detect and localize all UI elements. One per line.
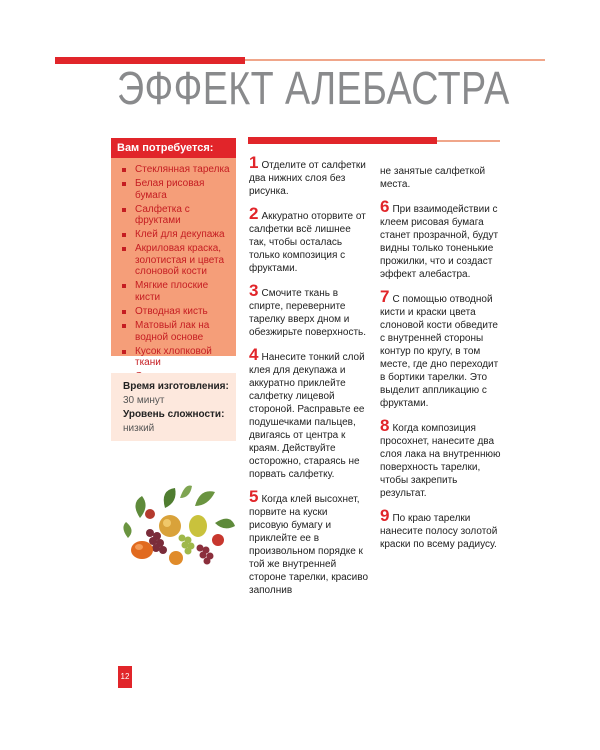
step-number: 1 [249, 153, 259, 172]
needs-item: Мягкие плоские кисти [121, 280, 232, 303]
step [380, 506, 502, 551]
step [380, 416, 502, 500]
fruit-illustration [120, 478, 238, 574]
step-text: не занятые салфеткой места. [380, 166, 486, 190]
steps-accent-line [437, 140, 500, 142]
step [380, 287, 502, 410]
step-number: 4 [249, 345, 259, 364]
step-number: 3 [249, 281, 259, 300]
needs-list [121, 164, 232, 383]
time-label: Время изготовления: [123, 381, 229, 392]
step-number: 2 [249, 204, 259, 223]
step-number: 5 [249, 487, 259, 506]
needs-box [111, 158, 236, 369]
level-label: Уровень сложности: [123, 409, 225, 420]
step [380, 197, 502, 281]
step-text: Отделите от салфетки два нижних слоя без рисунка. [249, 160, 366, 197]
needs-item: Отводная кисть [121, 306, 232, 318]
steps-accent-bar [248, 137, 437, 144]
steps-column-1 [249, 153, 369, 606]
step-number: 6 [380, 197, 390, 216]
step-number: 8 [380, 416, 390, 435]
step-text: Нанесите тонкий слой клея для декупажа и аккуратно приклейте салфетку лицевой стороной. Расправьте ее подушечками пальцев, двигаясь от центра к краям. Действуйте осторожно, стараясь не порвать салфетку. [249, 352, 365, 480]
step-text: С помощью отводной кисти и краски цвета слоновой кости обведите с внутренней стороны контур по кругу, в том месте, где дно переходит в бортики тарелки. Это выделит аппликацию с фруктами. [380, 294, 499, 409]
needs-header: Вам потребуется: [111, 138, 236, 158]
step-continuation [380, 165, 502, 191]
step [249, 153, 369, 198]
step-text: Аккуратно оторвите от салфетки всё лишнее так, чтобы осталась только композиция с фруктами. [249, 211, 366, 274]
step-number: 9 [380, 506, 390, 525]
info-box [111, 373, 236, 441]
step [249, 345, 369, 481]
step [249, 204, 369, 275]
needs-item: Матовый лак на водной основе [121, 320, 232, 343]
level-value: низкий [123, 423, 155, 434]
step-text: Когда клей высохнет, порвите на куски рисовую бумагу и приклейте ее в произвольном порядке к той же внутренней стороне тарелки, красиво заполнив [249, 494, 369, 596]
needs-item: Клей для декупажа [121, 229, 232, 241]
page-number: 12 [118, 666, 132, 688]
step-text: По краю тарелки нанесите полосу золотой краски по всему радиусу. [380, 513, 498, 550]
needs-item: Белая рисовая бумага [121, 178, 232, 201]
time-value: 30 минут [123, 395, 165, 406]
top-accent-line [245, 59, 545, 61]
needs-item: Кусок хлопковой ткани [121, 346, 232, 369]
needs-item: Акриловая краска, золотистая и цвета слоновой кости [121, 243, 232, 278]
page-title: ЭФФЕКТ АЛЕБАСТРА [117, 62, 510, 114]
steps-column-2 [380, 165, 502, 560]
step-text: При взаимодействии с клеем рисовая бумага станет прозрачной, будут видны только тоненькие прожилки, что и создаст эффект алебастра. [380, 204, 499, 280]
needs-item: Стеклянная тарелка [121, 164, 232, 176]
needs-item: Салфетка с фруктами [121, 204, 232, 227]
step-text: Когда композиция просохнет, нанесите два слоя лака на внутреннюю поверхность тарелки, чтобы закрепить результат. [380, 423, 501, 499]
step-text: Смочите ткань в спирте, переверните тарелку вверх дном и обезжирьте поверхность. [249, 288, 367, 338]
step [249, 487, 369, 597]
step [249, 281, 369, 339]
step-number: 7 [380, 287, 390, 306]
